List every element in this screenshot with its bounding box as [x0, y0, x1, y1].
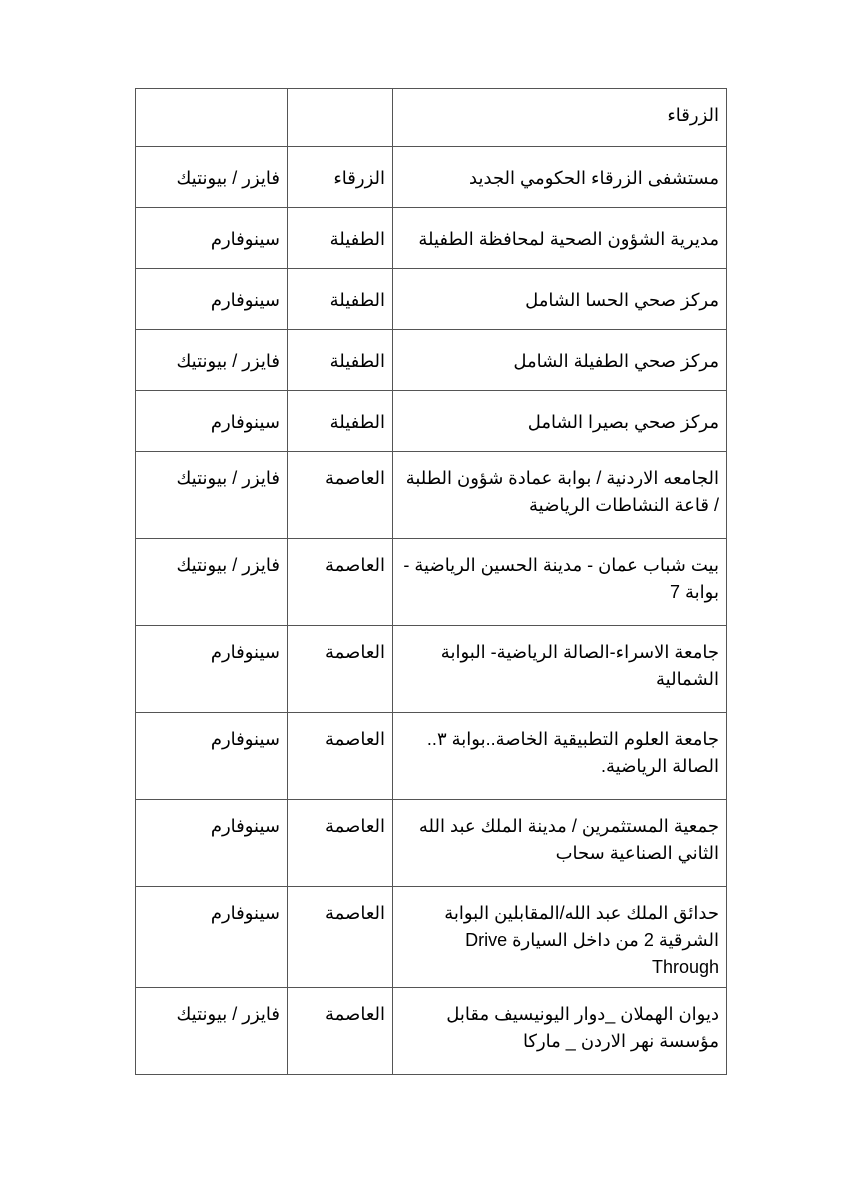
table-row [136, 800, 727, 887]
table-row [136, 269, 727, 330]
site-cell: الزرقاء [393, 89, 727, 147]
site-cell: مديرية الشؤون الصحية لمحافظة الطفيلة [393, 208, 727, 269]
vaccine-cell [136, 89, 288, 147]
table-row [136, 330, 727, 391]
table-row [136, 452, 727, 539]
vaccine-cell: فايزر / بيونتيك [136, 988, 288, 1075]
vaccination-sites-table [135, 88, 727, 1075]
site-cell: مركز صحي الحسا الشامل [393, 269, 727, 330]
governorate-cell: العاصمة [288, 626, 393, 713]
site-cell: جامعة العلوم التطبيقية الخاصة..بوابة ٣.. الصالة الرياضية. [393, 713, 727, 800]
governorate-cell: الطفيلة [288, 208, 393, 269]
governorate-cell: العاصمة [288, 539, 393, 626]
governorate-cell: العاصمة [288, 452, 393, 539]
vaccine-cell: سينوفارم [136, 713, 288, 800]
governorate-cell: العاصمة [288, 713, 393, 800]
table-row [136, 147, 727, 208]
table-row [136, 539, 727, 626]
table-row [136, 391, 727, 452]
site-cell: مستشفى الزرقاء الحكومي الجديد [393, 147, 727, 208]
governorate-cell: الطفيلة [288, 269, 393, 330]
site-cell: الجامعه الاردنية / بوابة عمادة شؤون الطلبة / قاعة النشاطات الرياضية [393, 452, 727, 539]
vaccine-cell: سينوفارم [136, 800, 288, 887]
table-row [136, 887, 727, 988]
vaccine-cell: فايزر / بيونتيك [136, 147, 288, 208]
table-row [136, 89, 727, 147]
vaccine-cell: سينوفارم [136, 269, 288, 330]
table-row [136, 208, 727, 269]
site-cell: حدائق الملك عبد الله/المقابلين البوابة الشرقية 2 من داخل السيارة Drive Through [393, 887, 727, 988]
site-cell: جمعية المستثمرين / مدينة الملك عبد الله الثاني الصناعية سحاب [393, 800, 727, 887]
governorate-cell: الزرقاء [288, 147, 393, 208]
vaccine-cell: سينوفارم [136, 208, 288, 269]
table-row [136, 626, 727, 713]
site-cell: بيت شباب عمان - مدينة الحسين الرياضية - بوابة 7 [393, 539, 727, 626]
site-cell: مركز صحي بصيرا الشامل [393, 391, 727, 452]
table-row [136, 713, 727, 800]
vaccine-cell: فايزر / بيونتيك [136, 539, 288, 626]
vaccine-cell: سينوفارم [136, 887, 288, 988]
site-cell: ديوان الهملان _دوار اليونيسيف مقابل مؤسسة نهر الاردن _ ماركا [393, 988, 727, 1075]
site-cell: مركز صحي الطفيلة الشامل [393, 330, 727, 391]
governorate-cell: الطفيلة [288, 391, 393, 452]
governorate-cell: العاصمة [288, 988, 393, 1075]
governorate-cell: الطفيلة [288, 330, 393, 391]
vaccine-cell: سينوفارم [136, 391, 288, 452]
vaccine-cell: فايزر / بيونتيك [136, 330, 288, 391]
table-row [136, 988, 727, 1075]
vaccine-cell: سينوفارم [136, 626, 288, 713]
governorate-cell [288, 89, 393, 147]
vaccine-cell: فايزر / بيونتيك [136, 452, 288, 539]
governorate-cell: العاصمة [288, 800, 393, 887]
governorate-cell: العاصمة [288, 887, 393, 988]
site-cell: جامعة الاسراء-الصالة الرياضية- البوابة الشمالية [393, 626, 727, 713]
